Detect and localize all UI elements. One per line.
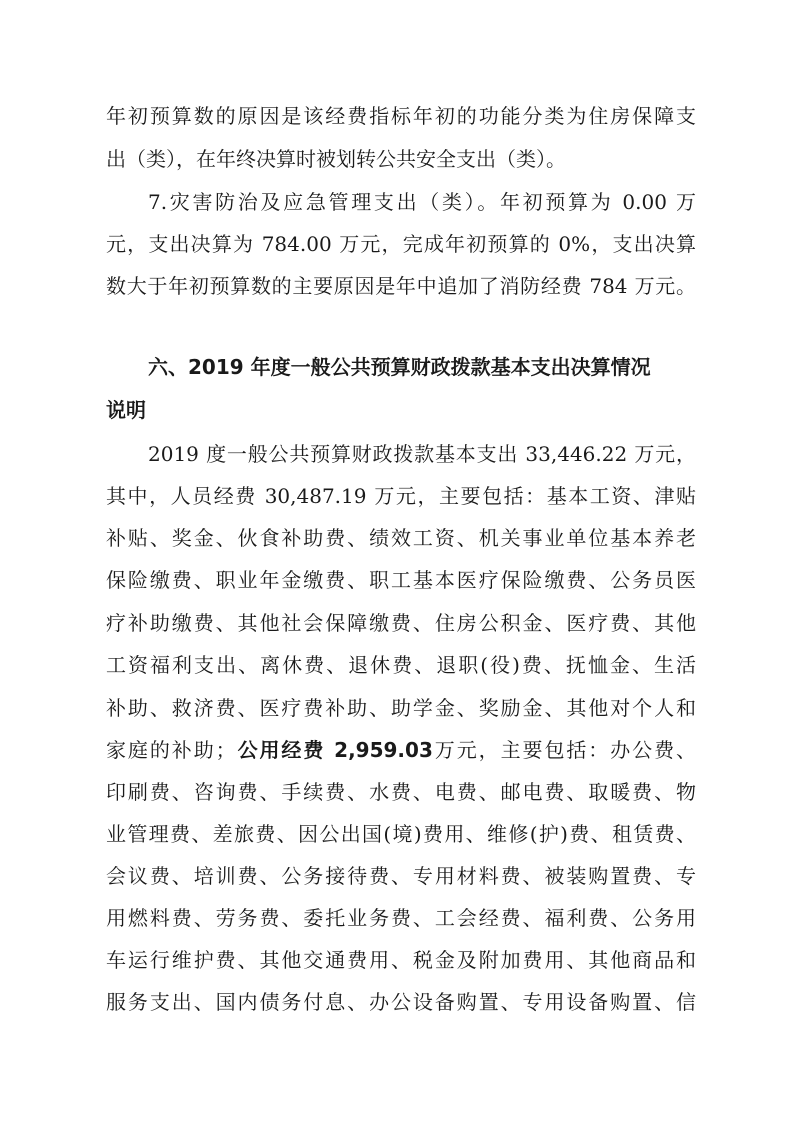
text-segment: 家庭的补助； [106, 738, 236, 762]
paragraph-line: 印刷费、咨询费、手续费、水费、电费、邮电费、取暖费、物 [106, 780, 696, 804]
paragraph-line-mixed [106, 738, 696, 762]
paragraph-line: 补贴、奖金、伙食补助费、绩效工资、机关事业单位基本养老 [106, 526, 696, 550]
paragraph-line: 年初预算数的原因是该经费指标年初的功能分类为住房保障支 [106, 104, 696, 128]
paragraph-line: 保险缴费、职业年金缴费、职工基本医疗保险缴费、公务员医 [106, 568, 696, 592]
text-segment: 万元，主要包括：办公费、 [432, 738, 697, 762]
paragraph-line: 其中，人员经费 30,487.19 万元，主要包括：基本工资、津贴 [106, 484, 696, 508]
section-heading-continued: 说明 [106, 398, 146, 422]
public-expense-bold: 公用经费 2,959.03 [235, 738, 433, 762]
section-heading: 六、2019 年度一般公共预算财政拨款基本支出决算情况 [148, 355, 651, 379]
paragraph-line: 服务支出、国内债务付息、办公设备购置、专用设备购置、信 [106, 990, 696, 1014]
paragraph-line: 会议费、培训费、公务接待费、专用材料费、被装购置费、专 [106, 864, 696, 888]
paragraph-line: 数大于年初预算数的主要原因是年中追加了消防经费 784 万元。 [106, 274, 696, 298]
paragraph-line: 车运行维护费、其他交通费用、税金及附加费用、其他商品和 [106, 948, 696, 972]
paragraph-line: 工资福利支出、离休费、退休费、退职(役)费、抚恤金、生活 [106, 653, 696, 677]
paragraph-line: 业管理费、差旅费、因公出国(境)费用、维修(护)费、租赁费、 [106, 822, 696, 846]
paragraph-line: 疗补助缴费、其他社会保障缴费、住房公积金、医疗费、其他 [106, 611, 696, 635]
paragraph-line: 用燃料费、劳务费、委托业务费、工会经费、福利费、公务用 [106, 906, 696, 930]
paragraph-line: 出（类），在年终决算时被划转公共安全支出（类）。 [106, 147, 566, 171]
paragraph-line: 2019 度一般公共预算财政拨款基本支出 33,446.22 万元， [148, 442, 696, 466]
paragraph-line: 补助、救济费、医疗费补助、助学金、奖励金、其他对个人和 [106, 696, 696, 720]
paragraph-line: 7.灾害防治及应急管理支出（类）。年初预算为 0.00 万 [148, 190, 696, 214]
paragraph-line: 元，支出决算为 784.00 万元，完成年初预算的 0%，支出决算 [106, 232, 696, 256]
